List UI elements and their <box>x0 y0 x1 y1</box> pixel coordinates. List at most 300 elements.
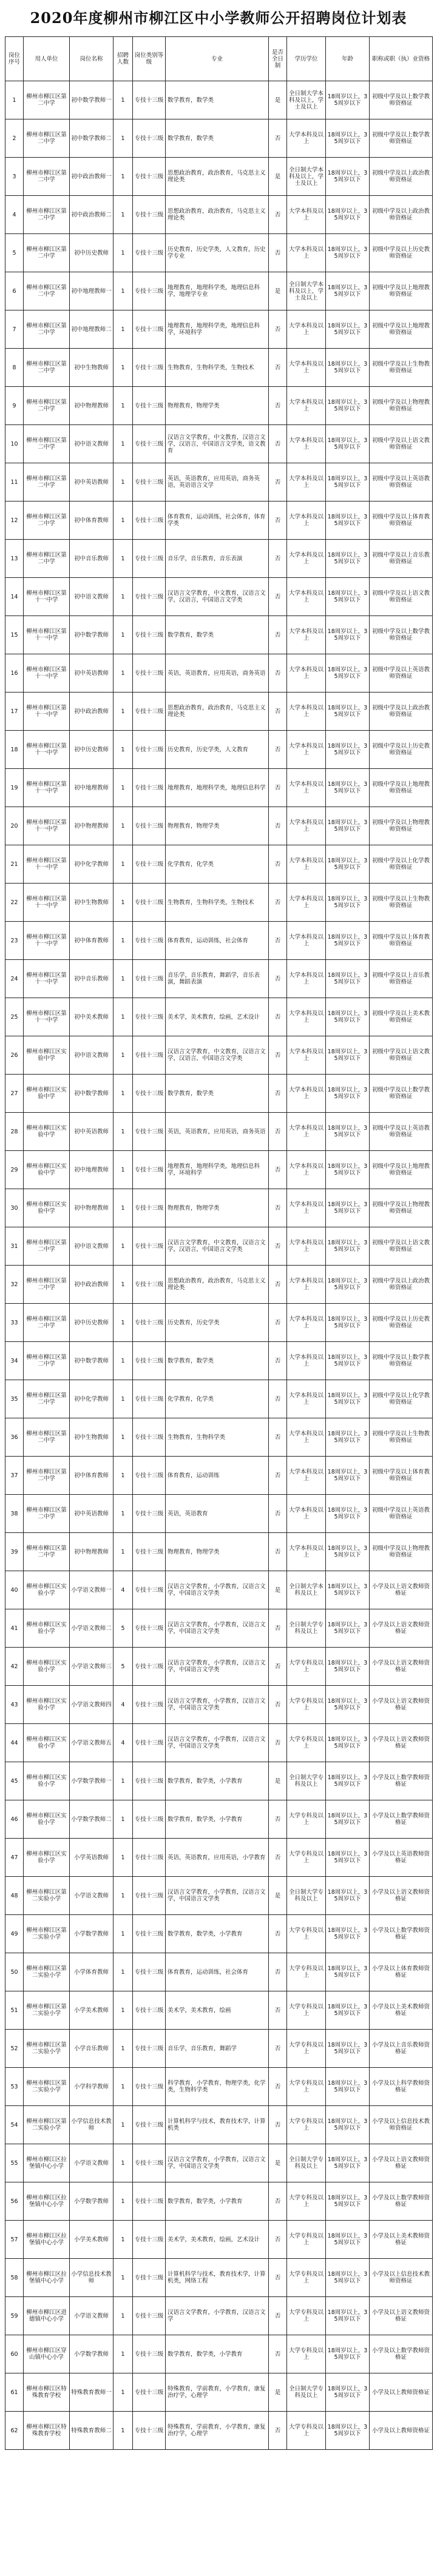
table-cell: 1 <box>113 654 133 693</box>
table-cell: 18周岁以上，35周岁以下 <box>326 1991 370 2030</box>
table-cell: 18周岁以上，35周岁以下 <box>326 1686 370 1724</box>
table-cell: 24 <box>5 960 24 998</box>
header-cell: 学历学位 <box>287 37 326 81</box>
table-cell: 全日制大学本科及以上，学士及以上 <box>287 81 326 119</box>
table-cell: 初级中学及以上政治教师资格证 <box>370 1266 433 1304</box>
table-cell: 否 <box>269 1075 287 1113</box>
table-cell: 1 <box>113 272 133 310</box>
table-cell: 专技十三级 <box>133 845 166 884</box>
table-cell: 专技十三级 <box>133 807 166 845</box>
table-cell: 大学本科及以上 <box>287 463 326 501</box>
table-cell: 初级中学及以上地理教师资格证 <box>370 769 433 807</box>
table-cell: 是 <box>269 1762 287 1800</box>
table-cell: 18周岁以上，35周岁以下 <box>326 1915 370 1953</box>
table-cell: 专技十三级 <box>133 1533 166 1571</box>
table-cell: 初中物理教师 <box>70 387 113 425</box>
table-cell: 专技十三级 <box>133 2182 166 2221</box>
table-row <box>5 2030 433 2068</box>
table-cell: 体育教育，运动训练，社会体育，体育学类 <box>166 501 269 540</box>
table-cell: 大学本科及以上 <box>287 1227 326 1266</box>
table-cell: 否 <box>269 1839 287 1877</box>
table-cell: 体育教育，运动训练 <box>166 1457 269 1495</box>
table-cell: 柳州市柳江区第二实验小学 <box>24 1915 70 1953</box>
table-cell: 否 <box>269 1724 287 1762</box>
table-cell: 31 <box>5 1227 24 1266</box>
table-cell: 柳州市柳江区实验中学 <box>24 1151 70 1189</box>
table-cell: 初中地理教师 <box>70 769 113 807</box>
table-cell: 1 <box>113 731 133 769</box>
table-row <box>5 1189 433 1227</box>
table-cell: 否 <box>269 1457 287 1495</box>
table-cell: 初中数学教师 <box>70 1075 113 1113</box>
table-cell: 否 <box>269 807 287 845</box>
table-cell: 38 <box>5 1495 24 1533</box>
table-cell: 初中物理教师 <box>70 1533 113 1571</box>
table-cell: 历史教育，历史学类，人文教育，历史学专业 <box>166 234 269 272</box>
table-cell: 18周岁以上，35周岁以下 <box>326 2373 370 2412</box>
table-cell: 柳州市柳江区实验中学 <box>24 1113 70 1151</box>
table-cell: 柳州市柳江区实验小学 <box>24 1839 70 1877</box>
table-cell: 61 <box>5 2373 24 2412</box>
table-row <box>5 2259 433 2297</box>
table-cell: 柳州市柳江区第十一中学 <box>24 654 70 693</box>
table-cell: 专技十三级 <box>133 2144 166 2182</box>
table-cell: 特殊教育，学前教育，小学教育，康复治疗学，心理学 <box>166 2373 269 2412</box>
table-cell: 否 <box>269 731 287 769</box>
table-cell: 小学体育教师 <box>70 1953 113 1991</box>
table-row <box>5 731 433 769</box>
table-cell: 柳州市柳江区拉堡镇中心小学 <box>24 2182 70 2221</box>
table-cell: 大学本科及以上 <box>287 310 326 349</box>
table-row <box>5 1151 433 1189</box>
table-cell: 1 <box>113 2106 133 2144</box>
table-cell: 否 <box>269 1609 287 1648</box>
table-cell: 汉语言文学教育，小学教育，汉语言文学，中国语言文学类 <box>166 1571 269 1609</box>
table-cell: 8 <box>5 349 24 387</box>
table-cell: 18周岁以上，35周岁以下 <box>326 807 370 845</box>
table-cell: 初中体育教师 <box>70 922 113 960</box>
table-row <box>5 2412 433 2450</box>
table-cell: 1 <box>113 769 133 807</box>
table-cell: 初中数学教师二 <box>70 119 113 158</box>
table-cell: 专技十三级 <box>133 2259 166 2297</box>
table-cell: 专技十三级 <box>133 731 166 769</box>
table-cell: 专技十三级 <box>133 2297 166 2335</box>
table-cell: 初中政治教师 <box>70 1266 113 1304</box>
table-cell: 柳州市柳江区实验中学 <box>24 1189 70 1227</box>
header-cell: 招聘人数 <box>113 37 133 81</box>
table-cell: 专技十三级 <box>133 540 166 578</box>
table-row <box>5 158 433 196</box>
table-cell: 18周岁以上，35周岁以下 <box>326 845 370 884</box>
table-cell: 18周岁以上，35周岁以下 <box>326 693 370 731</box>
table-cell: 18周岁以上，35周岁以下 <box>326 1533 370 1571</box>
table-row <box>5 540 433 578</box>
header-cell: 专业 <box>166 37 269 81</box>
table-cell: 专技十三级 <box>133 1457 166 1495</box>
table-cell: 柳州市柳江区第十一中学 <box>24 922 70 960</box>
table-row <box>5 81 433 119</box>
table-row <box>5 1495 433 1533</box>
table-cell: 否 <box>269 616 287 654</box>
table-cell: 37 <box>5 1457 24 1495</box>
table-cell: 5 <box>5 234 24 272</box>
table-cell: 小学及以上语文教师资格证 <box>370 1609 433 1648</box>
table-cell: 18周岁以上，35周岁以下 <box>326 960 370 998</box>
table-cell: 柳州市柳江区第二中学 <box>24 196 70 234</box>
table-cell: 大学本科及以上 <box>287 1113 326 1151</box>
table-cell: 物理教育，物理学类 <box>166 1189 269 1227</box>
table-cell: 18周岁以上，35周岁以下 <box>326 1839 370 1877</box>
table-cell: 小学数学教师二 <box>70 1800 113 1839</box>
table-cell: 初中地理教师 <box>70 1151 113 1189</box>
table-cell: 初中英语教师 <box>70 1495 113 1533</box>
table-cell: 汉语言文学教育，小学教育，汉语言文学，中国语言文学类 <box>166 2144 269 2182</box>
table-cell: 思想政治教育，政治教育，马克思主义理论类 <box>166 158 269 196</box>
table-cell: 思想政治教育，政治教育，马克思主义理论类 <box>166 693 269 731</box>
table-row <box>5 1877 433 1915</box>
table-cell: 小学及以上英语教师资格证 <box>370 1839 433 1877</box>
table-row <box>5 425 433 463</box>
table-cell: 4 <box>113 1724 133 1762</box>
table-cell: 专技十三级 <box>133 960 166 998</box>
table-cell: 小学及以上科学教师资格证 <box>370 2068 433 2106</box>
table-cell: 专技十三级 <box>133 2335 166 2373</box>
table-cell: 专技十三级 <box>133 2412 166 2450</box>
table-cell: 小学及以上教师资格证 <box>370 2373 433 2412</box>
table-cell: 柳州市柳江区第二实验小学 <box>24 2068 70 2106</box>
table-cell: 小学语文教师四 <box>70 1686 113 1724</box>
table-cell: 柳州市柳江区拉堡镇中心小学 <box>24 2221 70 2259</box>
table-cell: 大学本科及以上 <box>287 501 326 540</box>
table-cell: 1 <box>113 1991 133 2030</box>
table-cell: 汉语言文学教育，小学教育，汉语言文学，中国语言文学类 <box>166 1877 269 1915</box>
table-cell: 初级中学及以上地理教师资格证 <box>370 310 433 349</box>
table-cell: 专技十三级 <box>133 1991 166 2030</box>
table-cell: 初中政治教师 <box>70 693 113 731</box>
table-cell: 18周岁以上，35周岁以下 <box>326 196 370 234</box>
table-cell: 小学语文教师五 <box>70 1724 113 1762</box>
table-cell: 1 <box>113 196 133 234</box>
table-cell: 1 <box>113 1418 133 1457</box>
table-cell: 汉语言文学教育，小学教育，汉语言文学 <box>166 2297 269 2335</box>
table-cell: 大学本科及以上 <box>287 845 326 884</box>
table-cell: 数学教育，数学类 <box>166 1342 269 1380</box>
table-cell: 专技十三级 <box>133 2068 166 2106</box>
table-cell: 小学及以上语文教师资格证 <box>370 2144 433 2182</box>
header-cell: 年龄 <box>326 37 370 81</box>
table-cell: 大学专科及以上 <box>287 1724 326 1762</box>
page-title: 2020年度柳州市柳江区中小学教师公开招聘岗位计划表 <box>30 9 407 27</box>
table-cell: 是 <box>269 2144 287 2182</box>
table-cell: 柳州市柳江区拉堡镇中心小学 <box>24 2144 70 2182</box>
table-cell: 44 <box>5 1724 24 1762</box>
table-cell: 专技十三级 <box>133 1571 166 1609</box>
table-cell: 18周岁以上，35周岁以下 <box>326 234 370 272</box>
table-cell: 初级中学及以上数学教师资格证 <box>370 81 433 119</box>
table-cell: 专技十三级 <box>133 1151 166 1189</box>
table-cell: 柳州市柳江区实验小学 <box>24 1648 70 1686</box>
table-cell: 专技十三级 <box>133 158 166 196</box>
table-row <box>5 1839 433 1877</box>
table-cell: 专技十三级 <box>133 1036 166 1075</box>
table-cell: 初级中学及以上生物教师资格证 <box>370 884 433 922</box>
table-row <box>5 119 433 158</box>
table-cell: 全日制大学专科及以上 <box>287 1609 326 1648</box>
table-cell: 专技十三级 <box>133 1686 166 1724</box>
table-cell: 初级中学及以上地理教师资格证 <box>370 1151 433 1189</box>
table-cell: 否 <box>269 1800 287 1839</box>
table-cell: 否 <box>269 463 287 501</box>
header-cell: 岗位序号 <box>5 37 24 81</box>
table-cell: 音乐学，音乐教育，舞蹈学 <box>166 2030 269 2068</box>
table-cell: 18周岁以上，35周岁以下 <box>326 1189 370 1227</box>
table-cell: 18周岁以上，35周岁以下 <box>326 2144 370 2182</box>
table-cell: 音乐学，音乐教育，舞蹈学，音乐表演，舞蹈表演 <box>166 960 269 998</box>
table-cell: 初级中学及以上美术教师资格证 <box>370 998 433 1036</box>
table-cell: 初级中学及以上政治教师资格证 <box>370 158 433 196</box>
table-cell: 柳州市柳江区第二中学 <box>24 1495 70 1533</box>
table-cell: 初级中学及以上语文教师资格证 <box>370 1036 433 1075</box>
table-cell: 18周岁以上，35周岁以下 <box>326 1457 370 1495</box>
table-cell: 大学本科及以上 <box>287 1342 326 1380</box>
table-cell: 否 <box>269 1418 287 1457</box>
table-cell: 大学专科及以上 <box>287 2068 326 2106</box>
table-cell: 18周岁以上，35周岁以下 <box>326 501 370 540</box>
table-cell: 初中地理教师一 <box>70 272 113 310</box>
table-cell: 1 <box>113 1839 133 1877</box>
table-cell: 1 <box>113 845 133 884</box>
table-cell: 否 <box>269 2297 287 2335</box>
table-cell: 柳州市柳江区第二中学 <box>24 425 70 463</box>
table-cell: 60 <box>5 2335 24 2373</box>
table-cell: 英语，英语教育，应用英语，小学教育 <box>166 1839 269 1877</box>
table-cell: 大学本科及以上 <box>287 1533 326 1571</box>
table-row <box>5 807 433 845</box>
table-cell: 大学本科及以上 <box>287 1495 326 1533</box>
table-cell: 否 <box>269 540 287 578</box>
table-row <box>5 2335 433 2373</box>
table-cell: 大学本科及以上 <box>287 1380 326 1418</box>
table-cell: 初级中学及以上数学教师资格证 <box>370 1075 433 1113</box>
table-cell: 1 <box>113 1800 133 1839</box>
table-cell: 50 <box>5 1953 24 1991</box>
table-cell: 初级中学及以上政治教师资格证 <box>370 196 433 234</box>
table-cell: 6 <box>5 272 24 310</box>
table-cell: 1 <box>113 2182 133 2221</box>
table-row <box>5 2373 433 2412</box>
table-cell: 音乐学，音乐教育，音乐表演 <box>166 540 269 578</box>
table-cell: 18周岁以上，35周岁以下 <box>326 119 370 158</box>
table-row <box>5 922 433 960</box>
table-cell: 否 <box>269 1227 287 1266</box>
table-cell: 柳州市柳江区穿山镇中心小学 <box>24 2335 70 2373</box>
table-cell: 柳州市柳江区第二中学 <box>24 234 70 272</box>
table-cell: 1 <box>113 2335 133 2373</box>
table-cell: 专技十三级 <box>133 425 166 463</box>
table-cell: 大学本科及以上 <box>287 654 326 693</box>
table-cell: 否 <box>269 769 287 807</box>
table-cell: 大学本科及以上 <box>287 119 326 158</box>
table-cell: 小学及以上语文教师资格证 <box>370 1686 433 1724</box>
table-cell: 否 <box>269 196 287 234</box>
table-cell: 大学专科及以上 <box>287 1991 326 2030</box>
table-cell: 否 <box>269 2259 287 2297</box>
table-cell: 否 <box>269 922 287 960</box>
table-cell: 汉语言文学教育，小学教育，汉语言文学，中国语言文学类 <box>166 1609 269 1648</box>
table-cell: 柳州市柳江区第二中学 <box>24 1304 70 1342</box>
table-cell: 否 <box>269 425 287 463</box>
table-row <box>5 1953 433 1991</box>
table-cell: 初级中学及以上物理教师资格证 <box>370 807 433 845</box>
table-cell: 28 <box>5 1113 24 1151</box>
table-cell: 是 <box>269 1571 287 1609</box>
table-cell: 初级中学及以上体育教师资格证 <box>370 501 433 540</box>
table-cell: 科学教育，小学教育，物理学类，化学类，生物科学类 <box>166 2068 269 2106</box>
table-cell: 柳州市柳江区第二中学 <box>24 463 70 501</box>
table-cell: 1 <box>113 234 133 272</box>
table-cell: 专技十三级 <box>133 2221 166 2259</box>
table-cell: 专技十三级 <box>133 1724 166 1762</box>
table-cell: 55 <box>5 2144 24 2182</box>
table-cell: 否 <box>269 2106 287 2144</box>
table-cell: 否 <box>269 884 287 922</box>
table-cell: 柳州市柳江区第二中学 <box>24 310 70 349</box>
table-row <box>5 1800 433 1839</box>
table-cell: 小学及以上信息技术教师资格证 <box>370 2259 433 2297</box>
table-cell: 46 <box>5 1800 24 1839</box>
table-row <box>5 2068 433 2106</box>
table-row <box>5 463 433 501</box>
table-cell: 否 <box>269 234 287 272</box>
table-cell: 否 <box>269 1189 287 1227</box>
table-cell: 小学信息技术教师 <box>70 2259 113 2297</box>
table-cell: 柳州市柳江区第十一中学 <box>24 731 70 769</box>
table-cell: 初中政治教师二 <box>70 196 113 234</box>
table-cell: 1 <box>113 2373 133 2412</box>
table-cell: 特殊教育教师二 <box>70 2412 113 2450</box>
table-cell: 小学及以上数学教师资格证 <box>370 1762 433 1800</box>
table-cell: 大学专科及以上 <box>287 1915 326 1953</box>
table-cell: 数学教育，数学类，小学教育 <box>166 2182 269 2221</box>
table-cell: 大学专科及以上 <box>287 1648 326 1686</box>
table-cell: 初级中学及以上数学教师资格证 <box>370 1342 433 1380</box>
table-cell: 18周岁以上，35周岁以下 <box>326 540 370 578</box>
table-cell: 53 <box>5 2068 24 2106</box>
table-row <box>5 1915 433 1953</box>
table-cell: 生物教育，生物科学类，生物技术 <box>166 349 269 387</box>
table-cell: 1 <box>113 1953 133 1991</box>
table-row <box>5 693 433 731</box>
table-row <box>5 1304 433 1342</box>
table-cell: 30 <box>5 1189 24 1227</box>
table-cell: 否 <box>269 1991 287 2030</box>
table-cell: 英语，英语教育，应用英语，商务英语 <box>166 654 269 693</box>
table-cell: 柳州市柳江区第二中学 <box>24 1457 70 1495</box>
table-cell: 柳州市柳江区第二中学 <box>24 540 70 578</box>
table-cell: 大学专科及以上 <box>287 2412 326 2450</box>
table-cell: 18周岁以上，35周岁以下 <box>326 158 370 196</box>
table-cell: 初级中学及以上数学教师资格证 <box>370 119 433 158</box>
table-cell: 初级中学及以上物理教师资格证 <box>370 387 433 425</box>
table-cell: 33 <box>5 1304 24 1342</box>
table-cell: 专技十三级 <box>133 1342 166 1380</box>
table-cell: 计算机科学与技术，教育技术学，计算机类 <box>166 2106 269 2144</box>
table-cell: 初中地理教师二 <box>70 310 113 349</box>
table-cell: 23 <box>5 922 24 960</box>
table-cell: 汉语言文学教育，中文教育，汉语言文学，汉语言，中国语言文学类，语文教育 <box>166 425 269 463</box>
table-cell: 专技十三级 <box>133 1266 166 1304</box>
table-row <box>5 387 433 425</box>
table-row <box>5 1991 433 2030</box>
table-cell: 4 <box>5 196 24 234</box>
table-cell: 大学专科及以上 <box>287 2030 326 2068</box>
table-cell: 初级中学及以上化学教师资格证 <box>370 845 433 884</box>
table-cell: 小学语文教师二 <box>70 1609 113 1648</box>
table-cell: 数学教育，数学类，小学教育 <box>166 1915 269 1953</box>
table-cell: 全日制大学专科及以上 <box>287 1877 326 1915</box>
table-cell: 专技十三级 <box>133 81 166 119</box>
table-cell: 否 <box>269 1151 287 1189</box>
table-cell: 专技十三级 <box>133 922 166 960</box>
table-cell: 18周岁以上，35周岁以下 <box>326 922 370 960</box>
table-cell: 小学英语教师 <box>70 1839 113 1877</box>
table-cell: 否 <box>269 2221 287 2259</box>
table-cell: 柳州市柳江区第二实验小学 <box>24 2030 70 2068</box>
table-cell: 专技十三级 <box>133 1877 166 1915</box>
table-cell: 柳州市柳江区特殊教育学校 <box>24 2373 70 2412</box>
table-cell: 否 <box>269 2182 287 2221</box>
table-cell: 18周岁以上，35周岁以下 <box>326 1342 370 1380</box>
table-cell: 初级中学及以上数学教师资格证 <box>370 616 433 654</box>
table-cell: 18周岁以上，35周岁以下 <box>326 1800 370 1839</box>
table-cell: 初中政治教师一 <box>70 158 113 196</box>
table-cell: 1 <box>113 1380 133 1418</box>
header-cell: 岗位名称 <box>70 37 113 81</box>
table-cell: 小学语文教师一 <box>70 1571 113 1609</box>
table-cell: 全日制大学本科及以上 <box>287 1571 326 1609</box>
table-cell: 大学专科及以上 <box>287 1800 326 1839</box>
table-cell: 5 <box>113 1609 133 1648</box>
table-row <box>5 1724 433 1762</box>
table-cell: 大学本科及以上 <box>287 960 326 998</box>
table-row <box>5 1113 433 1151</box>
table-cell: 大学本科及以上 <box>287 1075 326 1113</box>
table-cell: 1 <box>113 1266 133 1304</box>
table-cell: 初中英语教师 <box>70 654 113 693</box>
table-cell: 柳州市柳江区第二中学 <box>24 1380 70 1418</box>
table-cell: 专技十三级 <box>133 501 166 540</box>
table-cell: 物理教育，物理学类 <box>166 1533 269 1571</box>
table-cell: 初级中学及以上生物教师资格证 <box>370 1418 433 1457</box>
table-cell: 专技十三级 <box>133 1495 166 1533</box>
table-cell: 小学美术教师 <box>70 2221 113 2259</box>
table-cell: 柳州市柳江区第二中学 <box>24 501 70 540</box>
table-row <box>5 1762 433 1800</box>
table-cell: 1 <box>113 2259 133 2297</box>
table-cell: 柳州市柳江区第十一中学 <box>24 769 70 807</box>
table-cell: 1 <box>113 1075 133 1113</box>
table-cell: 大学本科及以上 <box>287 1304 326 1342</box>
table-cell: 专技十三级 <box>133 693 166 731</box>
table-cell: 柳州市柳江区第十一中学 <box>24 845 70 884</box>
table-cell: 18周岁以上，35周岁以下 <box>326 1418 370 1457</box>
table-cell: 9 <box>5 387 24 425</box>
table-cell: 大学本科及以上 <box>287 998 326 1036</box>
table-cell: 初级中学及以上音乐教师资格证 <box>370 960 433 998</box>
table-cell: 小学及以上数学教师资格证 <box>370 1915 433 1953</box>
table-cell: 小学语文教师 <box>70 2297 113 2335</box>
